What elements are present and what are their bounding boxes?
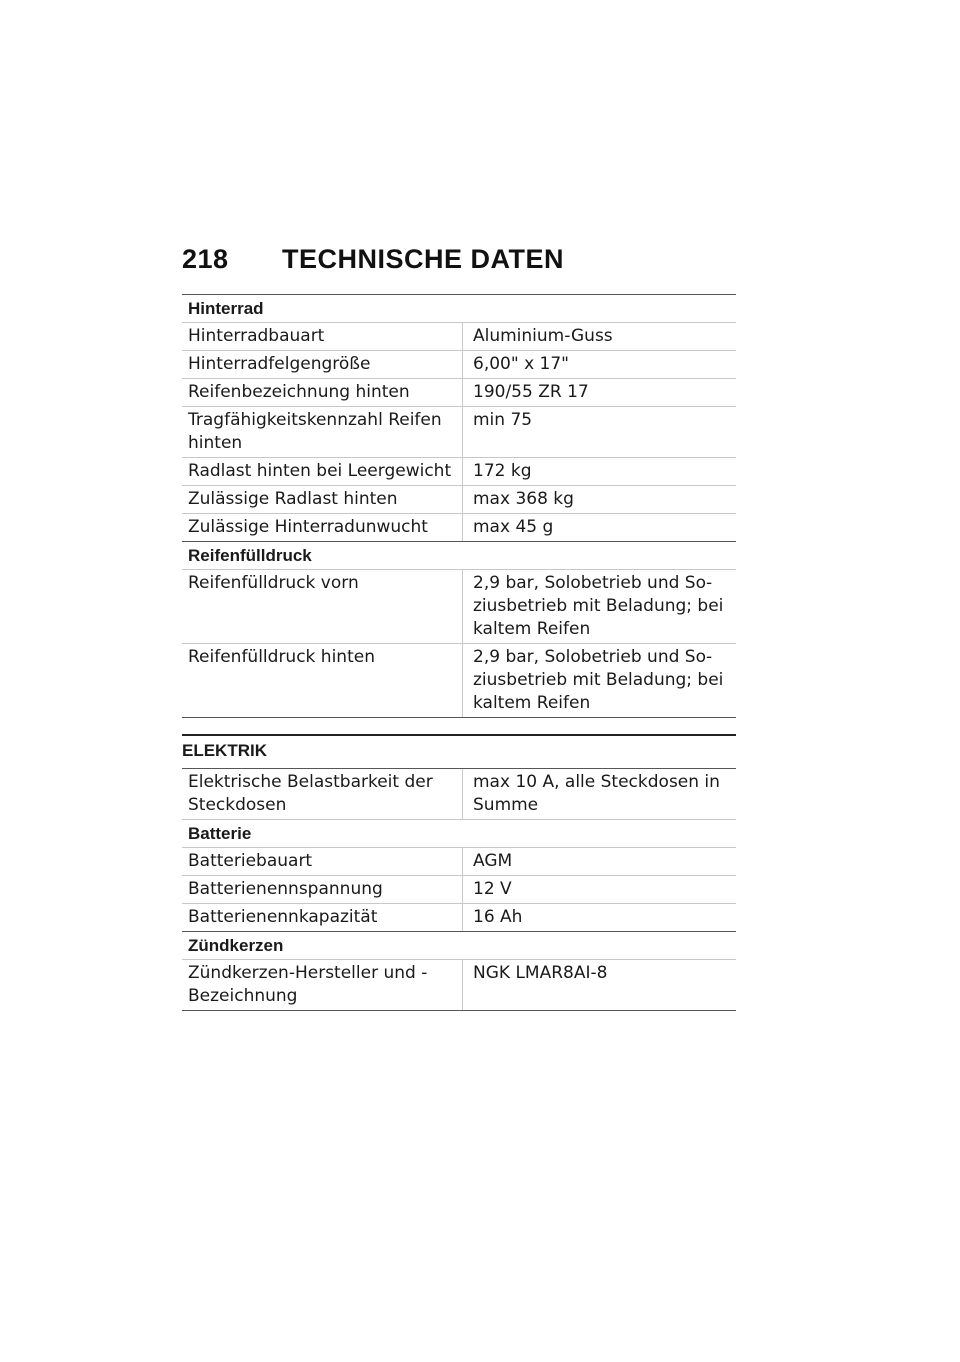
spec-value: NGK LMAR8AI-8 <box>462 960 736 1010</box>
spec-label: Zulässige Hinterradunwucht <box>188 517 428 537</box>
batterie-table <box>182 820 736 932</box>
spec-label: Hinterradfelgengröße <box>188 354 371 374</box>
spec-value: max 368 kg <box>462 486 736 513</box>
spec-content <box>182 294 736 1011</box>
spec-label: Tragfähigkeitskennzahl Reifen hinten <box>188 410 442 453</box>
spec-label: Batterienennkapazität <box>188 907 378 927</box>
table-row <box>182 769 736 820</box>
table-row <box>182 323 736 351</box>
reifenfuelldruck-heading: Reifenfülldruck <box>182 542 736 570</box>
spec-value: 6,00" x 17" <box>462 351 736 378</box>
table-row <box>182 379 736 407</box>
spec-value: 2,9 bar, Solobetrieb und Soziusbetrieb mit Beladung; bei kaltem Reifen <box>462 644 736 717</box>
table-row <box>182 351 736 379</box>
spec-label: Elektrische Belastbarkeit der Steckdosen <box>188 772 433 815</box>
spec-value: Aluminium-Guss <box>462 323 736 350</box>
spec-value: 2,9 bar, Solobetrieb und Soziusbetrieb mit Beladung; bei kaltem Reifen <box>462 570 736 643</box>
zuendkerzen-heading: Zündkerzen <box>182 932 736 960</box>
page-number: 218 <box>182 244 229 274</box>
reifenfuelldruck-table <box>182 542 736 718</box>
table-row <box>182 514 736 541</box>
spec-label: Reifenfülldruck vorn <box>188 573 359 593</box>
spec-value: AGM <box>462 848 736 875</box>
spec-value: 16 Ah <box>462 904 736 931</box>
page-title: TECHNISCHE DATEN <box>282 244 565 274</box>
spec-value: min 75 <box>462 407 736 457</box>
hinterrad-table <box>182 294 736 542</box>
batterie-heading: Batterie <box>182 820 736 848</box>
spec-value: max 10 A, alle Steckdosen in Summe <box>462 769 736 819</box>
spec-label: Hinterradbauart <box>188 326 325 346</box>
table-row <box>182 644 736 717</box>
spec-value: 190/55 ZR 17 <box>462 379 736 406</box>
table-row <box>182 848 736 876</box>
spec-value: 12 V <box>462 876 736 903</box>
spec-label: Batteriebauart <box>188 851 313 871</box>
spec-value: 172 kg <box>462 458 736 485</box>
spec-label: Reifenbezeichnung hinten <box>188 382 410 402</box>
spec-label: Zündkerzen-Hersteller und -Bezeichnung <box>188 963 428 1006</box>
table-row <box>182 904 736 932</box>
spec-label: Zulässige Radlast hinten <box>188 489 398 509</box>
table-row <box>182 570 736 644</box>
page-header <box>182 244 564 275</box>
table-row <box>182 486 736 514</box>
zuendkerzen-table <box>182 932 736 1011</box>
table-row <box>182 458 736 486</box>
table-row <box>182 407 736 458</box>
spec-value: max 45 g <box>462 514 736 541</box>
section-title-elektrik: ELEKTRIK <box>182 734 736 769</box>
table-row <box>182 960 736 1010</box>
table-row <box>182 876 736 904</box>
spec-label: Radlast hinten bei Leergewicht <box>188 461 452 481</box>
spec-label: Batterienennspannung <box>188 879 383 899</box>
spec-label: Reifenfülldruck hinten <box>188 647 375 667</box>
hinterrad-heading: Hinterrad <box>182 295 736 323</box>
